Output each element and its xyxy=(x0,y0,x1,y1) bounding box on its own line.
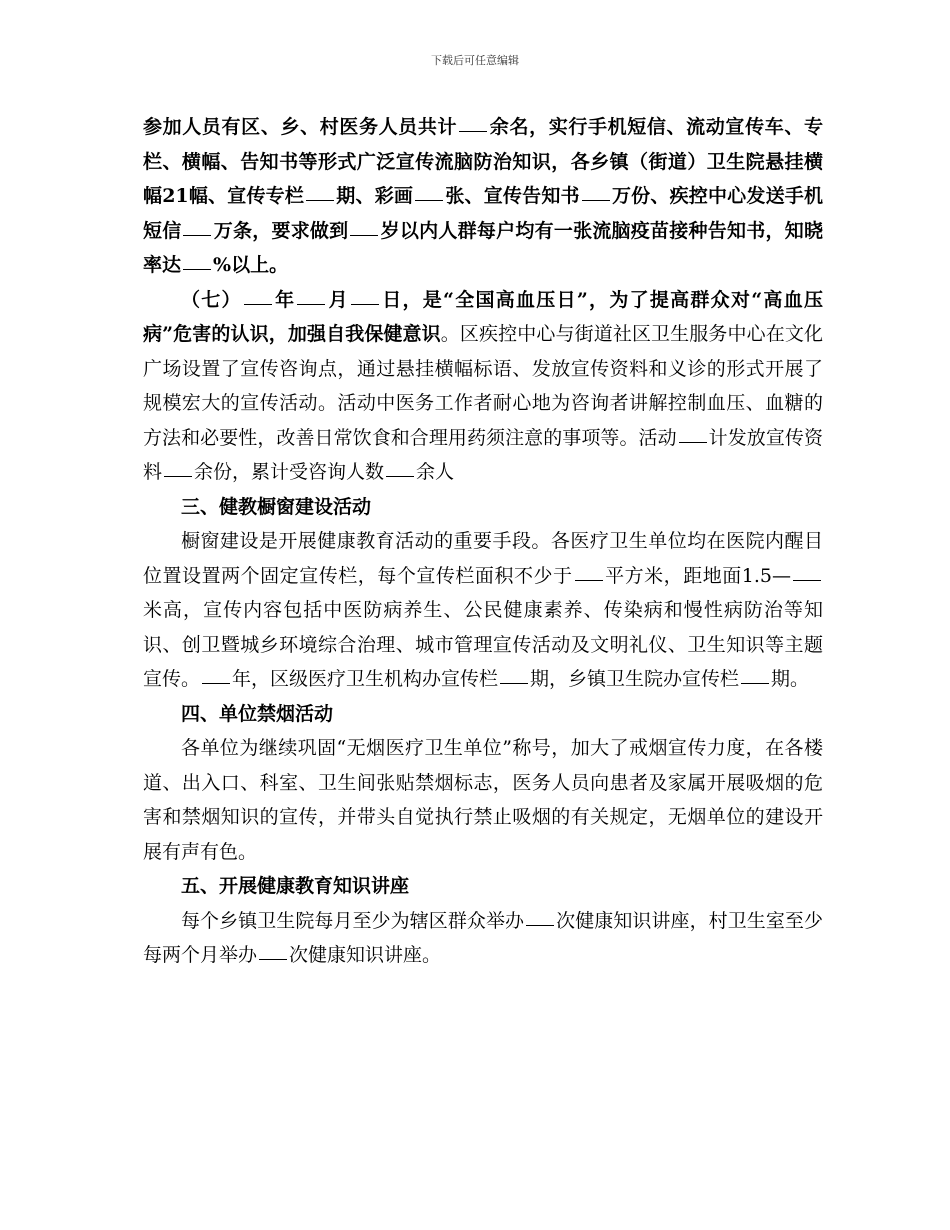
blank-line xyxy=(500,682,528,684)
blank-line xyxy=(164,475,192,477)
text-run: 期。 xyxy=(771,668,810,690)
blank-line xyxy=(259,958,287,960)
text-run: 。区疾控中心与街道社区卫生服务中心在文化广场设置了宣传咨询点，通过悬挂横幅标语、发放宣传资料和义诊的形式开展了规模宏大的宣传活动。活动中医务工作者耐心地为咨询者讲解控制血压、血糖的方法和必要性，改善日常饮食和合理用药须注意的事项等。活动 xyxy=(143,323,823,449)
section-heading-lectures: 五、开展健康教育知识讲座 xyxy=(181,875,410,897)
blank-line xyxy=(351,303,379,305)
text-run: 各单位为继续巩固“无烟医疗卫生单位”称号，加大了戒烟宣传力度，在各楼道、出入口、科室、卫生间张贴禁烟标志，医务人员向患者及家属开展吸烟的危害和禁烟知识的宣传，并带头自觉执行禁止吸烟的有关规定，无烟单位的建设开展有声有色。 xyxy=(143,737,823,863)
text-run: 米高，宣传内容包括中医防病养生、公民健康素养、传染病和慢性病防治等知识、创卫暨城乡环境综合治理、城市管理宣传活动及文明礼仪、卫生知识等主题宣传。 xyxy=(143,599,823,690)
blank-line xyxy=(386,475,414,477)
page-header: 下载后可任意编辑 xyxy=(431,54,519,67)
blank-line xyxy=(415,199,443,201)
blank-line xyxy=(793,579,821,581)
paragraph-flu-campaign xyxy=(143,110,823,283)
paragraph-no-smoking xyxy=(143,731,823,869)
text-run: 橱窗建设是开展健康教育活动的重要手段。各医疗卫生单位均在医院内醒目位置设置两个固定宣传栏，每个宣传栏面积不少于 xyxy=(143,530,823,587)
text-run: 年 xyxy=(273,288,296,311)
blank-line xyxy=(306,199,334,201)
blank-line xyxy=(183,268,211,270)
text-run: 张、宣传告知书 xyxy=(445,185,580,207)
document-body xyxy=(143,110,823,973)
paragraph-hypertension-day xyxy=(143,283,823,490)
text-run: 每个乡镇卫生院每月至少为辖区群众举办 xyxy=(181,909,525,932)
blank-line xyxy=(575,579,603,581)
paragraph-lectures xyxy=(143,904,823,973)
text-run: 参加人员有区、乡、村医务人员共计 xyxy=(143,116,458,138)
blank-line xyxy=(244,303,272,305)
blank-line xyxy=(582,199,610,201)
text-run: %以上。 xyxy=(213,254,289,276)
text-run: 万份、疾控中心发送手机短信 xyxy=(143,185,823,242)
text-run: 年，区级医疗卫生机构办宣传栏 xyxy=(232,668,499,690)
blank-line xyxy=(183,234,211,236)
text-run: 计发放宣传资料 xyxy=(143,426,823,483)
text-run: 次健康知识讲座。 xyxy=(289,944,442,966)
blank-line xyxy=(526,924,554,926)
text-run: 平方米，距地面1.5— xyxy=(604,564,791,587)
text-run: 日，是“全国高血压日”，为了提高群众对“高血压病”危害的认识，加强自我保健意识 xyxy=(143,288,823,345)
text-run: 余名，实行手机短信、流动宣传车、专栏、横幅、告知书等形式广泛宣传流脑防治知识，各乡镇（街道）卫生院悬挂横幅21幅、宣传专栏 xyxy=(143,116,823,207)
text-run: 余人 xyxy=(416,461,455,483)
text-run: 岁以内人群每户均有一张流脑疫苗接种告知书，知晓率达 xyxy=(143,219,823,276)
blank-line xyxy=(741,682,769,684)
blank-line xyxy=(202,682,230,684)
blank-line xyxy=(459,130,487,132)
section-heading-smoking: 四、单位禁烟活动 xyxy=(181,702,334,725)
text-run: 期、彩画 xyxy=(336,185,414,207)
section-heading-window: 三、健教橱窗建设活动 xyxy=(181,495,372,518)
blank-line xyxy=(297,303,325,305)
text-run: 万条，要求做到 xyxy=(213,219,349,242)
text-run: 次健康知识讲座，村卫生室至少每两个月举办 xyxy=(143,909,823,966)
blank-line xyxy=(350,234,378,236)
blank-line xyxy=(679,441,707,443)
text-run: 月 xyxy=(327,288,349,311)
paragraph-window-building xyxy=(143,524,823,697)
text-run: 余份，累计受咨询人数 xyxy=(194,461,385,483)
text-run: （七） xyxy=(181,288,242,311)
text-run: 期，乡镇卫生院办宣传栏 xyxy=(530,668,740,690)
